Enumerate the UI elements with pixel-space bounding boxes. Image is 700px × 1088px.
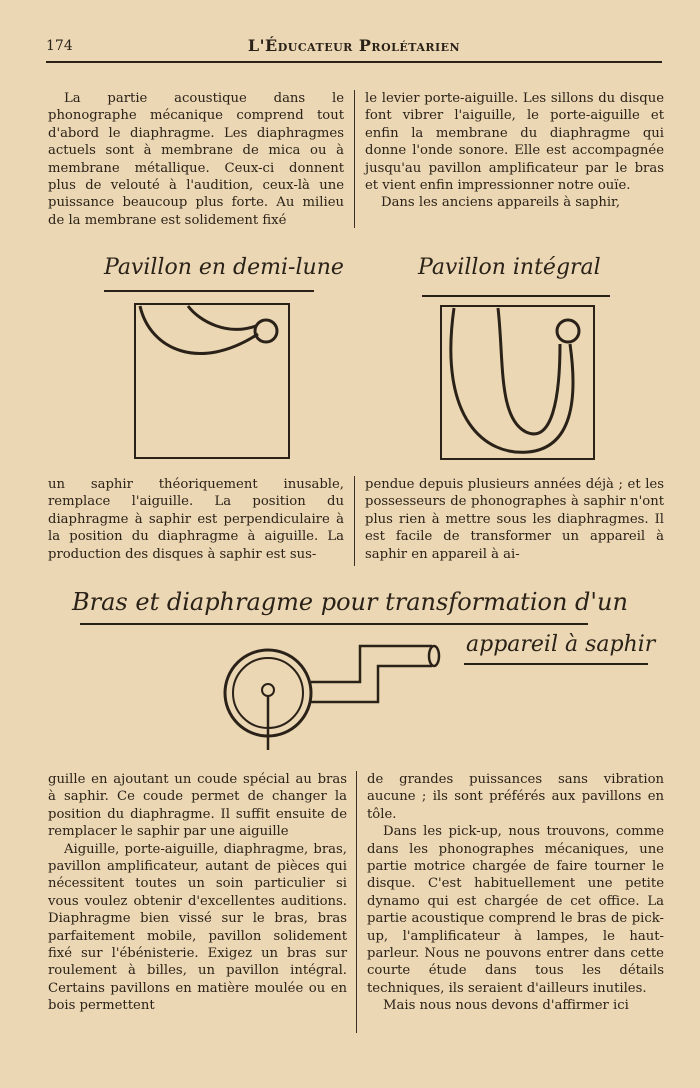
section3-right-column: [367, 771, 664, 1015]
figure2-caption-line1: Bras et diaphragme pour transformation d'un: [72, 588, 628, 616]
needle-holder: [262, 684, 274, 696]
paragraph: le levier porte-aiguille. Les sillons du disque font vibrer l'aiguille, le porte-aiguille et enfin la membrane du diaphragme qui donne l'onde sonore. Elle est accompagnée jusqu'au pavillon amplificateur par le bras et vient enfin impressionner notre ouïe.: [365, 91, 664, 194]
paragraph: de grandes puissances sans vibration aucune ; ils sont préférés aux pavillons en tôle.: [367, 772, 664, 822]
paragraph: Dans les pick-up, nous trouvons, comme dans les phonographes mécaniques, une partie motrice chargée de faire tourner le disque. C'est habituellement une petite dynamo qui est chargée de cet office. La partie acoustique comprend le bras de pick-up, l'amplificateur à lampes, le haut-parleur. Nous ne pouvons entrer dans cette courte étude dans tous les détails techniques, ils seraient d'ailleurs inutiles.: [367, 824, 664, 996]
figure2-caption-line2: appareil à saphir: [466, 632, 656, 657]
arm-lower-edge: [311, 666, 432, 702]
figure1-left-caption: Pavillon en demi-lune: [104, 255, 344, 280]
paragraph: guille en ajoutant un coude spécial au bras à saphir. Ce coude permet de changer la position du diaphragme. Il suffit ensuite de remplacer le saphir par une aiguille: [48, 772, 347, 840]
arm-upper-edge: [311, 646, 432, 682]
figure1-right-caption: Pavillon intégral: [418, 255, 601, 280]
paragraph: un saphir théoriquement inusable, remplace l'aiguille. La position du diaphragme à saphir est perpendiculaire à la position du diaphragme à aiguille. La production des disques à saphir est sus-: [48, 477, 344, 562]
running-title: L'Éducateur Prolétarien: [247, 36, 461, 55]
section3-left-column: [48, 771, 347, 1015]
page-number: 174: [46, 38, 73, 54]
paragraph: Aiguille, porte-aiguille, diaphragme, bras, pavillon amplificateur, autant de pièces qui nécessitent toutes un soin particulier si vous voulez obtenir d'excellentes auditions. Diaphragme bien vissé sur le bras, bras parfaitement mobile, pavillon solidement fixé sur l'ébénisterie. Exigez un bras sur roulement à billes, un pavillon intégral. Certains pavillons en matière moulée ou en bois permettent: [48, 841, 347, 1014]
paragraph: Mais nous nous devons d'affirmer ici: [383, 998, 629, 1014]
arm-end: [429, 646, 439, 666]
column-rule: [356, 771, 357, 1033]
paragraph: pendue depuis plusieurs années déjà ; et les possesseurs de phonographes à saphir n'ont plus rien à mettre sous les diaphragmes. Il est facile de transformer un appareil à saphir en appareil à ai-: [365, 477, 664, 562]
paragraph: La partie acoustique dans le phonographe mécanique comprend tout d'abord le diaphragme. Les diaphragmes actuels sont à membrane de mica ou à membrane métallique. Ceux-ci donnent plus de velouté à l'audition, ceux-là une puissance beaucoup plus forte. Au milieu de la membrane est solidement fixé: [48, 91, 344, 228]
paragraph: Dans les anciens appareils à saphir,: [381, 195, 621, 211]
